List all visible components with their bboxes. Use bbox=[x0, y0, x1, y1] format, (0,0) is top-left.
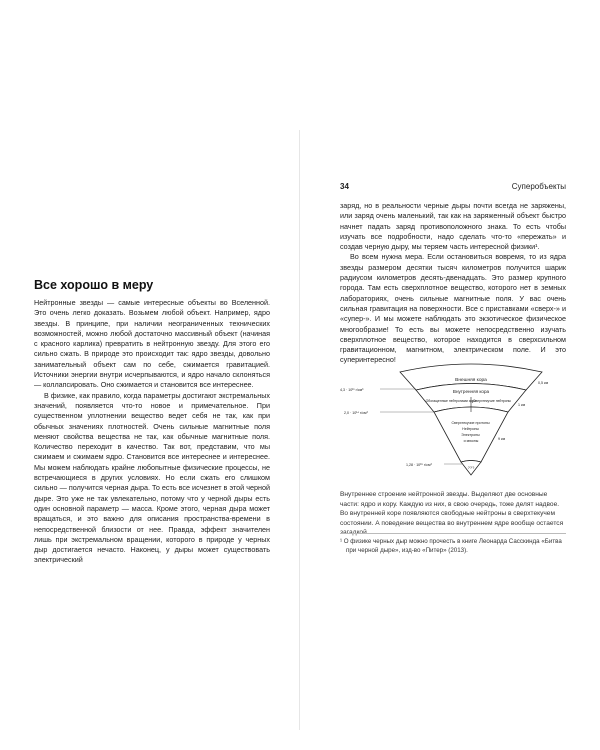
footnote bbox=[340, 533, 566, 556]
page-number: 34 bbox=[340, 182, 349, 191]
neutron-rich-nuclei-text: Обогащенные нейтронами ядра bbox=[425, 399, 477, 403]
outer-crust-label: Внешняя кора bbox=[455, 378, 487, 383]
core-line: Электроны bbox=[461, 433, 480, 437]
superfluid-neutrons-text: Сверхтекучие нейтроны bbox=[473, 399, 511, 403]
diagram-svg bbox=[340, 362, 566, 477]
figure-caption bbox=[340, 490, 566, 538]
left-body-text bbox=[34, 298, 270, 566]
right-body-text bbox=[340, 201, 566, 366]
paragraph: Нейтронные звезды — самые интересные объекты во Вселенной. Это очень легко доказать. Возьмем любой объект. Например, ядро звезды. В принципе, при наличии неограниченных технических возможностей, можно любой достаточно массивный объект (начиная с красного карлика) превратить в нейтронную звезду. Для этого его сильно сжать. В природе это происходит так: ядро звезды, довольно занимательный объект сам по себе, сжимается гравитацией. Источники энергии внутри исчерпываются, и ядро начало склоняться — коллапсировать. Оно сжимается и становится все интереснее. bbox=[34, 298, 270, 390]
depth-label-3: 9 км bbox=[498, 437, 506, 441]
footnote-text: ¹ О физике черных дыр можно прочесть в книге Леонарда Сасскинда «Битва при черной дыре», изд-во «Питер» (2013). bbox=[340, 538, 562, 554]
paragraph: заряд, но в реальности черные дыры почти всегда не заряжены, или заряд очень маленький, так как на заряженный объект быстро начнет падать заряд противоположного знака. То есть чтобы изучать все подробности, надо сделать что-то «пережать» и создав черную дыру, мы теряем часть интересной физики¹. bbox=[340, 201, 566, 252]
superfluid-neutrons-label bbox=[473, 399, 512, 403]
density-label-1: 4,3 · 10¹¹ г/см³ bbox=[340, 388, 364, 392]
right-page bbox=[300, 0, 600, 750]
inner-crust-label: Внутренняя кора bbox=[452, 389, 490, 394]
neutron-rich-nuclei-label bbox=[426, 399, 477, 403]
section-title: Все хорошо в меру bbox=[34, 278, 154, 292]
density-label-2: 2,0 · 10¹⁴ г/см³ bbox=[344, 411, 368, 415]
core-line: Нейтроны bbox=[462, 427, 479, 431]
depth-label-2: 1 км bbox=[518, 403, 526, 407]
inner-core-unknown-label: ??? bbox=[467, 465, 475, 470]
neutron-star-structure-diagram bbox=[340, 362, 566, 477]
core-line: Сверхтекучие протоны bbox=[451, 421, 490, 425]
paragraph: Во всем нужна мера. Если остановиться вовремя, то из ядра звезды размером десятки тысяч километров получится шарик радиусом километров десять-двенадцать. Это размер крупного города. Там есть сверхплотное вещество, которого нет в земных лабораториях, очень сильные магнитные поля. У вас очень сильная гравитация на поверхности. Все с приставками «сверх-» и «супер-». И мы можете наблюдать это экзотическое физическое многообразие! То есть вы можете непосредственно изучать сверхплотное вещество, которое находится в сверхсильном гравитационном, магнитном, электрическом поле. И это суперинтересно! bbox=[340, 252, 566, 365]
running-title: Суперобъекты bbox=[511, 182, 566, 191]
paragraph: В физике, как правило, когда параметры достигают экстремальных значений, появляется что-то новое и примечательное. При существенном уплотнении вещество ведет себя не так, как при обычных значениях плотностей. Очень сильные магнитные поля меняют свойства вещества не так, как обычные магнитные поля. Количество переходит в качество. Так вот, представим, что мы сжимаем и сжимаем ядро. Становится все интереснее и интереснее. Мы можем наблюдать крайне любопытные физические процессы, не встречающиеся в других условиях. Но если сжать его слишком сильно — получится черная дыра. То есть все исчезнет в этой черной дыре. Это уже не так увлекательно, потому что у черной дыры есть один основной параметр — масса. Кроме этого, черная дыра может вращаться, и это важно для описания пространства-времени в непосредственной близости от нее. Правда, эффект значителен лишь при экстремальном вращении, которого в природе у черных дыр достигается нечасто. Наконец, у дыры может существовать электрический bbox=[34, 390, 270, 565]
depth-label-1: 0,5 км bbox=[538, 381, 549, 385]
density-label-3: 1,28 · 10¹⁵ г/см³ bbox=[406, 463, 432, 467]
caption-text: Внутреннее строение нейтронной звезды. Выделяют две основные части: ядро и кору. Каждую из них, в свою очередь, тоже делят надвое. Во внутренней коре появляются свободные нейтроны в сверхтекучем состоянии. А поведение вещества во внутреннем ядре вообще остается загадкой. bbox=[340, 491, 564, 537]
core-line: и мюоны bbox=[463, 439, 479, 443]
